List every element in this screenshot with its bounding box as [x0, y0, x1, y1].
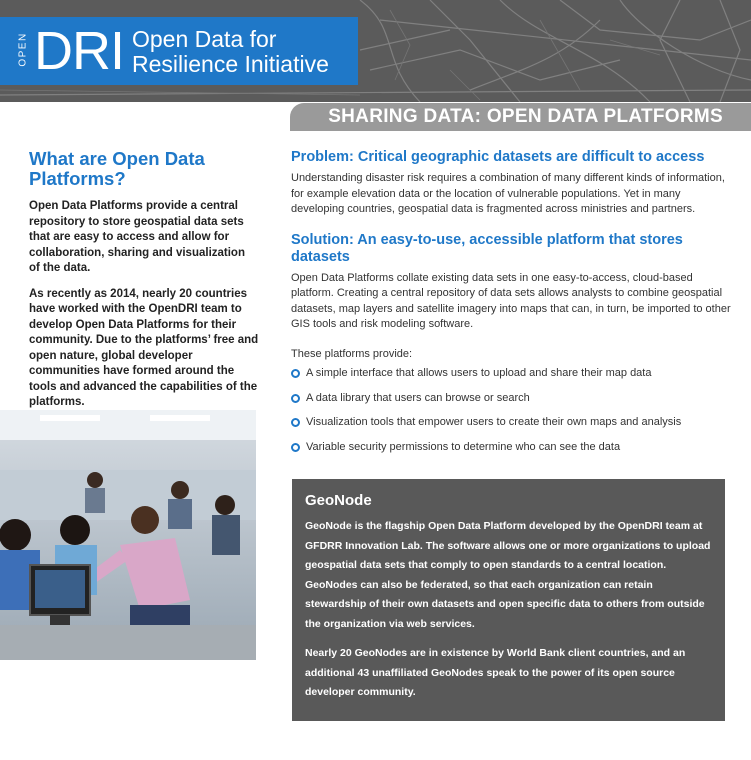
list-item	[291, 391, 731, 406]
opendri-logo	[0, 17, 358, 85]
logo-name-line2: Resilience Initiative	[132, 51, 329, 77]
list-item	[291, 415, 731, 430]
problem-text: Understanding disaster risk requires a combination of many different kinds of information, for example elevation data or the location of vulnerable populations. Yet in many developing countries, geospatial data is fragmented across ministries and partners.	[291, 172, 725, 215]
list-item-text: A simple interface that allows users to upload and share their map data	[306, 367, 652, 379]
problem-heading: Problem: Critical geographic datasets are difficult to access	[291, 149, 705, 165]
solution-heading: Solution: An easy-to-use, accessible platform that stores datasets	[291, 231, 683, 265]
circle-bullet-icon	[291, 418, 300, 427]
solution-text: Open Data Platforms collate existing data sets in one easy-to-access, cloud-based platform. Creating a central repository of data sets allows analysts to combine geospatial datasets, map layers and satellite imagery into maps that can, in turn, be imported to other GIS tools and risk modeling software.	[291, 271, 731, 330]
circle-bullet-icon	[291, 443, 300, 452]
provide-intro: These platforms provide:	[291, 347, 413, 360]
right-column	[291, 149, 731, 464]
geonode-box	[292, 479, 725, 721]
left-paragraph-1: Open Data Platforms provide a central repository to store geospatial data sets that are easy to access and allow for collaboration, sharing and visualization of the data.	[29, 200, 245, 274]
list-item	[291, 440, 731, 455]
geonode-paragraph-1: GeoNode is the flagship Open Data Platform developed by the OpenDRI team at GFDRR Innovation Lab. The software allows one or more organizations to upload geospatial data sets that comply to open standards to a central location. GeoNodes can also be federated, so that each organization can retain stewardship of their own datasets and open specific data to others from outside the organization via web services.	[305, 520, 711, 630]
logo-name-line1: Open Data for	[132, 26, 277, 52]
logo-name	[132, 27, 329, 77]
geonode-paragraph-2: Nearly 20 GeoNodes are in existence by World Bank client countries, and an additional 43 unaffiliated GeoNodes speak to the power of its open source developer community.	[305, 647, 686, 698]
section-header-bar	[290, 103, 751, 131]
header-banner	[0, 0, 751, 102]
list-item-text: A data library that users can browse or search	[306, 391, 530, 404]
platform-features-list	[291, 366, 731, 455]
logo-open-text: OPEN	[17, 32, 29, 67]
classroom-photo-illustration	[0, 410, 256, 660]
list-item	[291, 366, 731, 381]
list-item-text: Visualization tools that empower users to create their own maps and analysis	[306, 416, 682, 428]
list-item-text: Variable security permissions to determine who can see the data	[306, 440, 621, 453]
circle-bullet-icon	[291, 369, 300, 378]
left-title-line2: Platforms?	[29, 168, 126, 189]
left-title-line1: What are Open Data	[29, 148, 205, 169]
left-title	[29, 149, 259, 189]
left-paragraph-2: As recently as 2014, nearly 20 countries have worked with the OpenDRI team to develop Open Data Platforms for their community. Due to the platforms’ free and open nature, global developer communities have formed around the tools and advanced the capabilities of the platforms.	[29, 287, 259, 408]
geonode-title: GeoNode	[305, 492, 372, 509]
section-header-title: SHARING DATA: OPEN DATA PLATFORMS	[328, 106, 723, 127]
classroom-photo	[0, 410, 256, 660]
left-column	[29, 149, 259, 421]
logo-dri-text: DRI	[34, 21, 124, 81]
circle-bullet-icon	[291, 394, 300, 403]
